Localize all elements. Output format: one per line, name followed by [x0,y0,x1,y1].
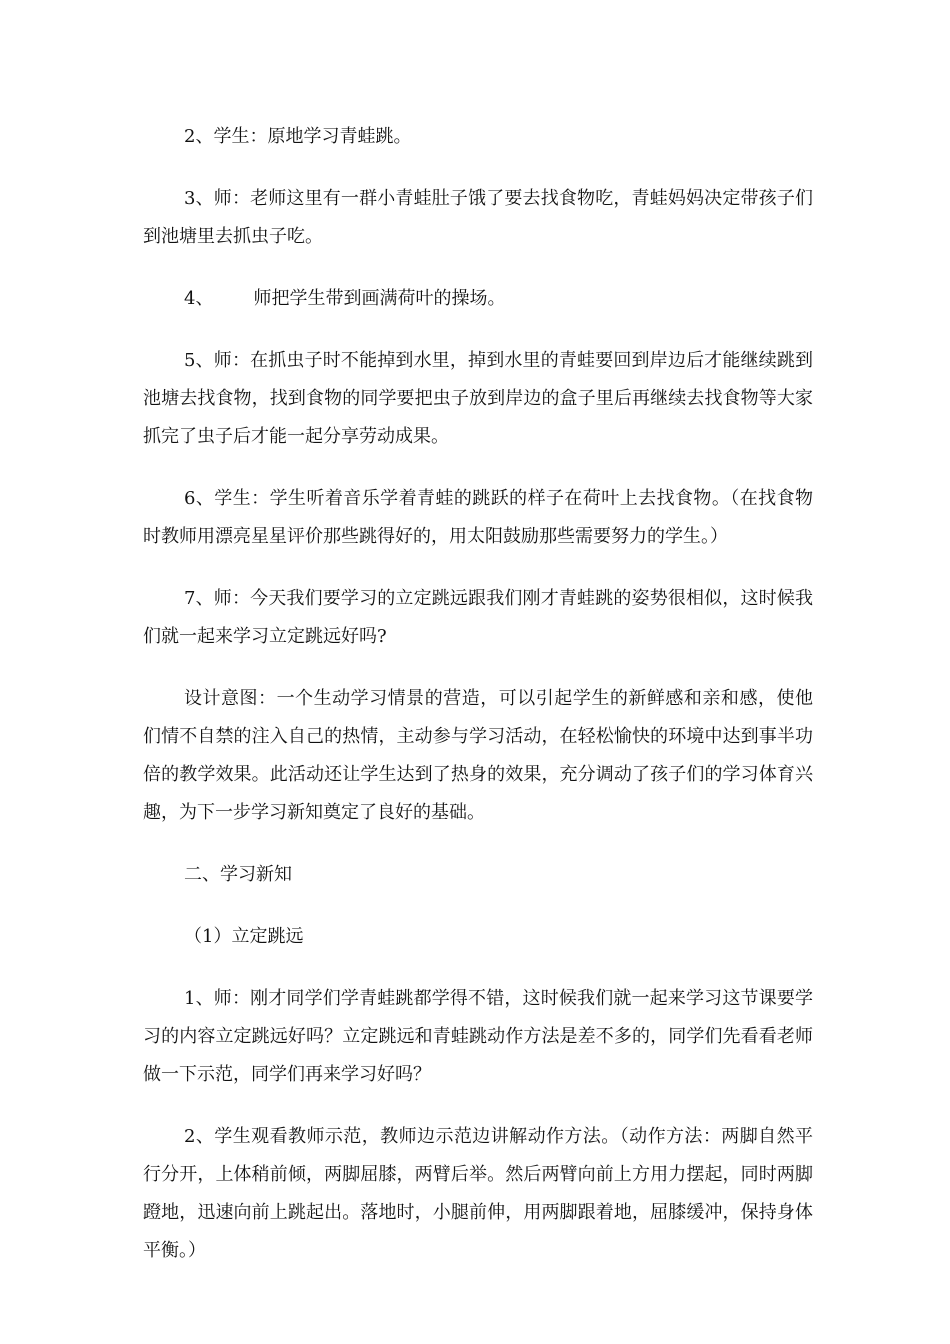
paragraph-action-method: 2、学生观看教师示范，教师边示范边讲解动作方法。（动作方法：两脚自然平行分开，上体稍前倾，两脚屈膝，两臂后举。然后两臂向前上方用力摆起，同时两脚蹬地，迅速向前上跳起出。落地时，小腿前伸，用两脚跟着地，屈膝缓冲，保持身体平衡。） [143,1126,813,1261]
paragraph-teacher-demo-intro: 1、师：刚才同学们学青蛙跳都学得不错，这时候我们就一起来学习这节课要学习的内容立定跳远好吗？立定跳远和青蛙跳动作方法是差不多的，同学们先看看老师做一下示范，同学们再来学习好吗？ [143,988,813,1085]
paragraph-catch-bugs-rules: 5、师：在抓虫子时不能掉到水里，掉到水里的青蛙要回到岸边后才能继续跳到池塘去找食物，找到食物的同学要把虫子放到岸边的盒子里后再继续去找食物等大家抓完了虫子后才能一起分享劳动成果。 [143,350,813,447]
paragraph-text: 师把学生带到画满荷叶的操场。 [253,288,506,309]
paragraph-student-frog-jump: 2、学生：原地学习青蛙跳。 [184,126,412,147]
paragraph-design-intent: 设计意图：一个生动学习情景的营造，可以引起学生的新鲜感和亲和感，使他们情不自禁的注入自己的热情，主动参与学习活动，在轻松愉快的环境中达到事半功倍的教学效果。此活动还让学生达到了热身的效果，充分调动了孩子们的学习体育兴趣，为下一步学习新知奠定了良好的基础。 [143,688,813,823]
subsection-heading-standing-jump: （1）立定跳远 [184,926,304,947]
paragraph-lead-to-field [143,280,813,318]
section-heading-new-knowledge: 二、学习新知 [184,864,292,885]
paragraph-teacher-intro-jump: 7、师：今天我们要学习的立定跳远跟我们刚才青蛙跳的姿势很相似，这时候我们就一起来学习立定跳远好吗? [143,588,813,647]
paragraph-teacher-story: 3、师：老师这里有一群小青蛙肚子饿了要去找食物吃，青蛙妈妈决定带孩子们到池塘里去抓虫子吃。 [143,188,813,247]
paragraph-students-music: 6、学生：学生听着音乐学着青蛙的跳跃的样子在荷叶上去找食物。（在找食物时教师用漂亮星星评价那些跳得好的，用太阳鼓励那些需要努力的学生。） [143,488,813,547]
paragraph-number: 4、 [184,288,214,309]
document-body [143,118,813,1294]
